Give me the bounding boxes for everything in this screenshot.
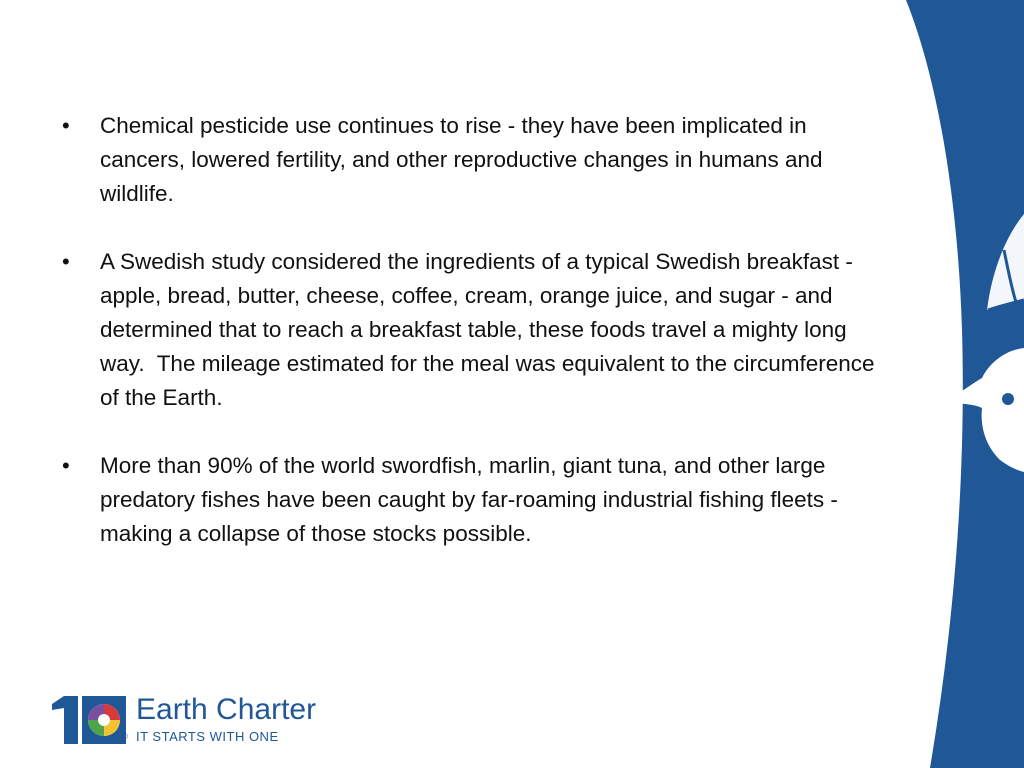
bullet-marker: • (62, 113, 70, 138)
bullet-list (62, 109, 892, 585)
registered-mark: ® (122, 732, 128, 741)
bullet-marker: • (62, 249, 70, 274)
dove-eye (1002, 393, 1014, 405)
logo-mark-icon (50, 696, 130, 744)
logo-tagline: IT STARTS WITH ONE (136, 729, 279, 744)
bullet-marker: • (62, 453, 70, 478)
bullet-text: A Swedish study considered the ingredients of a typical Swedish breakfast - apple, bread, butter, cheese, coffee, cream, orange juice, and sugar - and determined that to reach a breakfast table, these foods travel a mighty long way. The mileage estimated for the meal was equivalent to the circumference of the Earth. (100, 249, 881, 410)
bullet-item (62, 109, 892, 211)
logo-name: Earth Charter (136, 693, 317, 726)
earth-charter-logo (50, 693, 340, 748)
bullet-item (62, 449, 892, 551)
bullet-text: More than 90% of the world swordfish, marlin, giant tuna, and other large predatory fishes have been caught by far-roaming industrial fishing fleets - making a collapse of those stocks possible. (100, 453, 845, 546)
bullet-item (62, 245, 892, 415)
numeral-one-shape (52, 696, 78, 744)
bullet-text: Chemical pesticide use continues to rise - they have been implicated in cancers, lowered fertility, and other reproductive changes in humans and wildlife. (100, 113, 829, 206)
globe-center (98, 714, 110, 726)
